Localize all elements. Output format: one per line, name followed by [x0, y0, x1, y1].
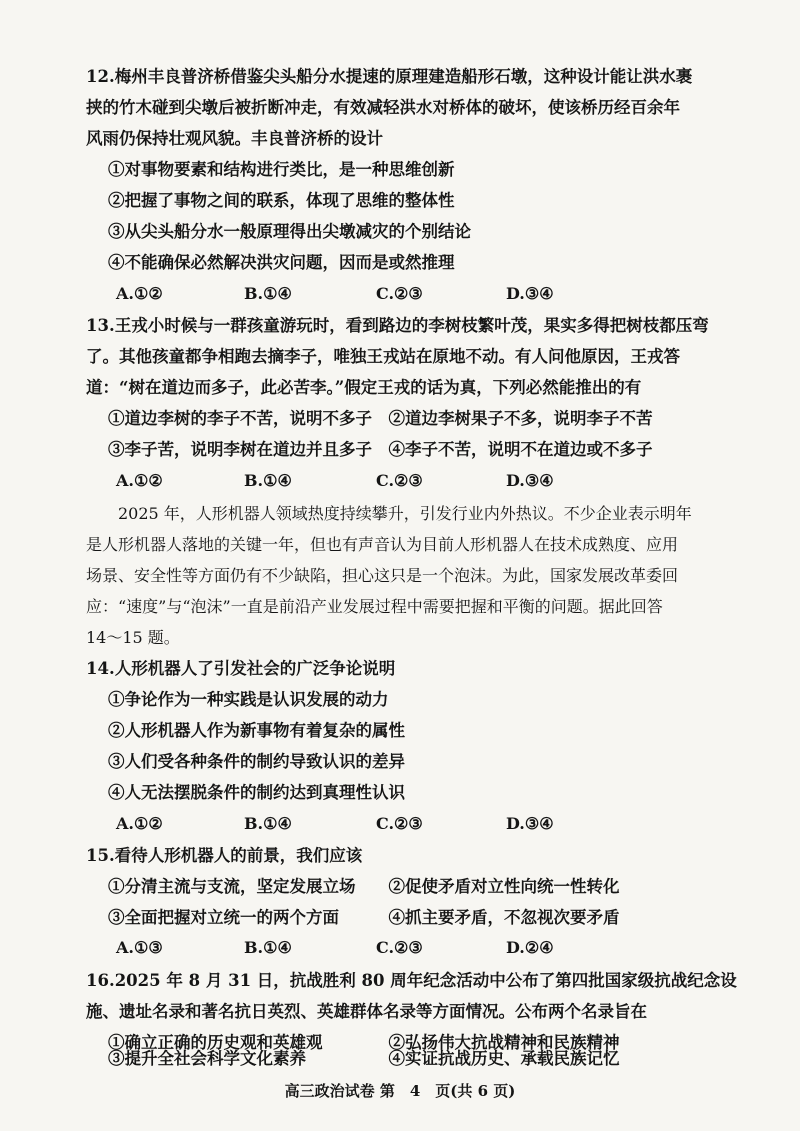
q13-choice-d: D.③④ — [506, 471, 554, 490]
q12-option-1: ①对事物要素和结构进行类比，是一种思维创新 — [108, 160, 455, 179]
q12-choice-d: D.③④ — [506, 284, 554, 303]
material-line1: 2025 年，人形机器人领域热度持续攀升，引发行业内外热议。不少企业表示明年 — [86, 504, 692, 523]
q12-choice-a: A.①② — [116, 284, 163, 303]
q16-option-row2: ③提升全社会科学文化素养 ④实证抗战历史、承载民族记忆 — [108, 1049, 620, 1068]
q15-option-row2: ③全面把握对立统一的两个方面 ④抓主要矛盾，不忽视次要矛盾 — [108, 908, 620, 927]
q12-choice-b: B.①④ — [244, 284, 292, 303]
q13-choice-c: C.②③ — [376, 471, 423, 490]
q16-stem-line1: 16.2025 年 8 月 31 日，抗战胜利 80 周年纪念活动中公布了第四批国家级抗战纪念设 — [86, 971, 737, 990]
q12-choice-c: C.②③ — [376, 284, 423, 303]
q12-option-3: ③从尖头船分水一般原理得出尖墩减灾的个别结论 — [108, 222, 471, 241]
q13-choice-b: B.①④ — [244, 471, 292, 490]
q12-option-4: ④不能确保必然解决洪灾问题，因而是或然推理 — [108, 253, 455, 272]
q14-option-3: ③人们受各种条件的制约导致认识的差异 — [108, 752, 405, 771]
q12-stem-line3: 风雨仍保持壮观风貌。丰良普济桥的设计 — [86, 129, 383, 148]
q15-choice-d: D.②④ — [506, 938, 554, 957]
q14-choice-b: B.①④ — [244, 814, 292, 833]
q16-stem-line2: 施、遗址名录和著名抗日英烈、英雄群体名录等方面情况。公布两个名录旨在 — [86, 1002, 647, 1021]
q14-option-4: ④人无法摆脱条件的制约达到真理性认识 — [108, 783, 405, 802]
q12-stem-line2: 挟的竹木碰到尖墩后被折断冲走，有效减轻洪水对桥体的破坏，使该桥历经百余年 — [86, 98, 680, 117]
material-line5: 14～15 题。 — [86, 628, 180, 647]
q13-option-row1: ①道边李树的李子不苦，说明不多子 ②道边李树果子不多，说明李子不苦 — [108, 409, 653, 428]
q14-stem: 14.人形机器人了引发社会的广泛争论说明 — [86, 659, 396, 678]
q16-option-row1: ①确立正确的历史观和英雄观 ②弘扬伟大抗战精神和民族精神 — [108, 1033, 620, 1052]
q15-choice-c: C.②③ — [376, 938, 423, 957]
q14-choice-a: A.①② — [116, 814, 163, 833]
q15-option-row1: ①分清主流与支流，坚定发展立场 ②促使矛盾对立性向统一性转化 — [108, 877, 620, 896]
q14-choice-d: D.③④ — [506, 814, 554, 833]
q13-stem-line2: 了。其他孩童都争相跑去摘李子，唯独王戎站在原地不动。有人问他原因，王戎答 — [86, 347, 680, 366]
material-line4: 应：“速度”与“泡沫”一直是前沿产业发展过程中需要把握和平衡的问题。据此回答 — [86, 597, 663, 616]
q13-stem-line3: 道：“树在道边而多子，此必苦李。”假定王戎的话为真，下列必然能推出的有 — [86, 378, 642, 397]
q13-choice-a: A.①② — [116, 471, 163, 490]
q13-option-row2: ③李子苦，说明李树在道边并且多子 ④李子不苦，说明不在道边或不多子 — [108, 440, 653, 459]
q14-option-1: ①争论作为一种实践是认识发展的动力 — [108, 690, 389, 709]
page-footer: 高三政治试卷 第 4 页(共 6 页) — [284, 1082, 516, 1100]
q15-choice-a: A.①③ — [116, 938, 163, 957]
material-line3: 场景、安全性等方面仍有不少缺陷，担心这只是一个泡沫。为此，国家发展改革委回 — [86, 566, 679, 585]
material-line2: 是人形机器人落地的关键一年，但也有声音认为目前人形机器人在技术成熟度、应用 — [86, 535, 679, 554]
q14-option-2: ②人形机器人作为新事物有着复杂的属性 — [108, 721, 405, 740]
q15-stem: 15.看待人形机器人的前景，我们应该 — [86, 846, 363, 865]
q15-choice-b: B.①④ — [244, 938, 292, 957]
q14-choice-c: C.②③ — [376, 814, 423, 833]
q12-stem-line1: 12.梅州丰良普济桥借鉴尖头船分水提速的原理建造船形石墩，这种设计能让洪水裹 — [86, 67, 693, 86]
q12-option-2: ②把握了事物之间的联系，体现了思维的整体性 — [108, 191, 455, 210]
q13-stem-line1: 13.王戎小时候与一群孩童游玩时，看到路边的李树枝繁叶茂，果实多得把树枝都压弯 — [86, 316, 709, 335]
